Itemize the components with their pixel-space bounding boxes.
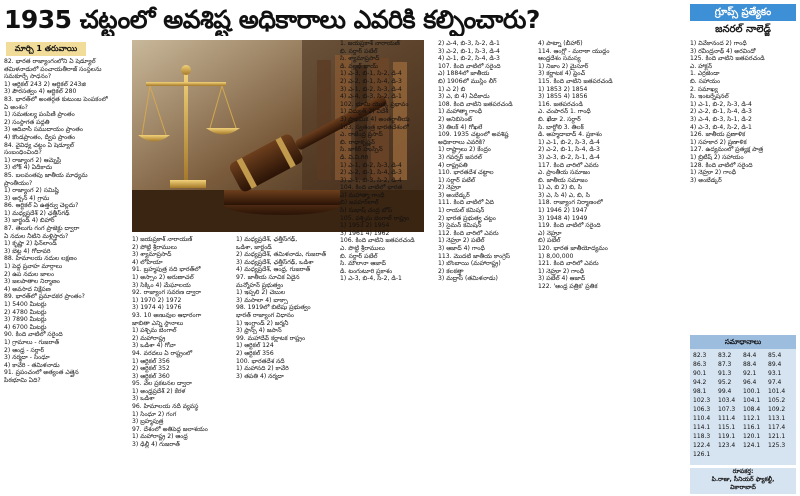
question-line: 3) ఢిల్లీ 4) గుజరాత్: [132, 441, 180, 449]
question-line: 104. కింది వాటిలో భారత: [340, 184, 403, 192]
credit-name: పి.రాజు, సీనియర్ ఫ్యాకల్టీ,: [711, 476, 775, 483]
question-line: 1) పశ్చిమ బెంగాల్: [132, 327, 177, 335]
question-line: ప్రాంతీయం?: [4, 179, 33, 187]
question-line: 4) ఎ-1, బి-2, సి-4, డి-3: [438, 55, 500, 63]
question-line: 4) కొండప్రాంతం, ద్వీప ప్రాంతం: [4, 133, 76, 141]
credit-place: వికారాబాద్: [730, 484, 756, 491]
question-line: 1) కృష్ణా 2) ఫిన్‌లాండ్: [4, 240, 57, 248]
answer-cell: 93.1: [768, 370, 782, 377]
question-line: 4) 6700 మీటర్లు: [4, 323, 47, 331]
question-line: 3) అర్బన్ 4) గ్రామ: [4, 194, 50, 202]
question-line: సి) సుభాష్ చంద్ర బోస్: [340, 207, 393, 215]
answer-cell: 104.1: [743, 397, 761, 404]
answer-cell: 119.1: [718, 433, 736, 440]
question-line: ఎ) నెహ్రూ: [538, 229, 562, 237]
question-line: 3) జలపాతాల నిర్మాణం: [4, 278, 60, 286]
question-line: 128. కింది వాటిలో సరైంది: [690, 161, 753, 169]
question-line: 3) ఎ, బి 4) ఏదీకాదు: [438, 93, 490, 101]
question-column-1: [4, 58, 128, 494]
question-line: ఎ) 1884లో జాతీయ: [438, 70, 490, 78]
question-line: 1) 1853 2) 1854: [538, 85, 588, 93]
answer-cell: 83.2: [718, 352, 732, 359]
question-line: 117. కింది వారిలో ఎవరు: [538, 161, 599, 169]
question-line: 1) సమతుల్య పంపిణీ ప్రాంతం: [4, 111, 75, 119]
question-line: 3) ఆదివాసీ సముదాయం ప్రాంతం: [4, 126, 83, 134]
question-column-7: [690, 40, 796, 332]
question-line: 1) ఎ-1, బి-2, సి-3, డి-4: [340, 161, 402, 169]
question-line: 94. వరదలు ఏ రాష్ట్రంలో: [132, 349, 193, 357]
answer-cell: 107.3: [718, 406, 736, 413]
question-line: 105. పశ్చిమ బెంగాల్ రాష్ట్రం: [340, 214, 410, 222]
question-line: బి) పటేల్: [538, 237, 561, 245]
question-line: 2) ఎ-2, బి-1, సి-4, డి-3: [340, 77, 402, 85]
question-line: 109. 1935 చట్టంలో అవశిష్ట: [438, 131, 509, 139]
question-line: సమకూర్చే సాధనం?: [4, 73, 52, 81]
question-line: 2) పోట్టి శ్రీరాములు: [132, 243, 177, 251]
answer-cell: 85.4: [768, 352, 782, 359]
question-line: 3) ఎ-4, బి-3, సి-1, డి-2: [690, 115, 752, 123]
question-line: ఎ. హాక్టన్: [690, 62, 713, 70]
question-line: 3) తిలక్ 4) గోఖలే: [438, 123, 483, 131]
question-line: 1) మహాత్మా గాంధీ: [438, 108, 483, 116]
question-line: 3) పటేల్ 4) ఆజాద్: [538, 275, 586, 283]
question-column-4: [340, 40, 434, 494]
question-line: 88. హిమాలయ నదుల లక్షణం: [4, 255, 77, 263]
answer-cell: 94.2: [693, 379, 707, 386]
question-line: ఆంధ్రదేశం సమస్య: [538, 55, 581, 63]
question-line: 1) మధ్యప్రదేశ్, ఛత్తీస్‌గఢ్,: [236, 236, 298, 243]
question-line: ఎ. ప్రాంతీయ సమాజం: [538, 169, 591, 177]
question-line: 2) మధ్యప్రదేశ్, తమిళనాడు, గుజరాత్: [236, 251, 327, 259]
question-line: 1) జయప్రకాశ్ నారాయణ్: [132, 236, 193, 243]
question-line: 1. జయప్రకాశ్ నారాయణ్: [340, 40, 400, 47]
question-line: 1) మహానది 2) కావేరి: [236, 365, 289, 373]
question-line: 1) రాజ్యాంగ 2) సమిష్టి: [4, 187, 59, 195]
question-line: 122. 'ఆంధ్ర పత్రిక' ప్రతిక: [538, 283, 598, 290]
answer-cell: 90.1: [693, 370, 707, 377]
author-credit: [690, 468, 796, 494]
question-column-3: [236, 236, 336, 494]
question-line: 1) ఎ-3, బి-4, సి-2, డి-1: [340, 275, 402, 283]
question-line: 112. కింది వారిలో ఎవరు: [438, 229, 499, 237]
question-line: 4) రాష్ట్రపతి: [438, 161, 468, 169]
subject-label: జనరల్ నాలెడ్జ్: [715, 24, 771, 35]
question-line: 2) ఆర్టికల్ 352: [132, 365, 170, 373]
question-line: డి. టంగుటూరి ప్రకాశం: [340, 267, 393, 275]
question-line: 3) ఎ-1, బి-3, సి-2, డి-4: [340, 176, 402, 184]
question-line: 1. ఎర్రజెండా: [690, 70, 720, 78]
question-line: 103. స్వతంత్ర భారతదేశంలో: [340, 123, 409, 131]
question-line: 1) నెహ్రూ 2) పటేల్: [438, 237, 485, 245]
question-line: 3) బెట్ట 4) గోదావరి: [4, 247, 51, 255]
answer-cell: 115.1: [718, 424, 736, 431]
question-line: బి. రాధాకృష్ణన్: [340, 138, 375, 146]
question-line: ఎ) మహాత్మా గాంధీ: [340, 191, 385, 199]
series-badge: గ్రూప్స్ ప్రత్యేకం: [690, 4, 796, 21]
question-line: 86. ఆర్టికల్ ఏ ఉత్తర్వు చెల్లదు?: [4, 202, 79, 210]
question-line: 3) కర్ణాటక 4) ఫ్రెంచ్: [538, 70, 586, 78]
question-line: 2) ఎ-2, బి-1, సి-4, డి-3: [340, 169, 402, 177]
question-line: 1) ఆర్టికల్ 243 2) ఆర్టికల్ 243జి: [4, 80, 86, 88]
question-line: 3) సైమన్ కమిషన్: [438, 222, 482, 230]
question-line: 89. భారత్‌లో ప్రమాదకర ప్రాంతం?: [4, 293, 85, 301]
question-line: 3) నర్మదా - సింధూ: [4, 354, 50, 362]
question-line: 3) లోక్ 4) ఏదీకాదు: [4, 164, 53, 172]
answer-cell: 86.3: [693, 361, 707, 368]
answer-cell: 109.2: [768, 406, 786, 413]
question-line: 1) వివేకానంద 2) గాంధీ: [690, 40, 747, 47]
question-line: 1) పెద్ద ప్రవాహ మార్గాలు: [4, 263, 63, 271]
question-line: 3) 1855 4) 1856: [538, 93, 588, 101]
question-line: 125. కింది వాటిని జతపరచండి: [690, 55, 765, 63]
question-column-5: [438, 40, 534, 494]
question-line: 92. రాజ్యాంగ సవరణ ద్వారా: [132, 289, 201, 297]
question-line: 4) కావేరి - తమిళనాడు: [4, 361, 60, 369]
question-line: 85. బలవంతపు జాతీయ మాధ్యమ: [4, 171, 88, 179]
question-line: సి. శ్యామాప్రసాద్: [340, 55, 380, 63]
answer-cell: 92.1: [743, 370, 757, 377]
question-line: 113. మొదటి జాతీయ కాంగ్రెస్: [438, 252, 511, 260]
question-line: 96. హిమాలయ నదీ వ్యవస్థ: [132, 403, 199, 411]
question-line: 4) ఎ-3, బి-4, సి-2, డి-1: [690, 123, 752, 131]
question-line: 2) అనిబిసెంట్: [438, 115, 473, 123]
credit-label: రూపకర్త:: [732, 468, 754, 475]
question-line: 1) రాష్ట్రాలు 2) కేంద్రం: [438, 146, 491, 154]
question-line: జాబితా ఎన్ని స్థానాలు: [132, 319, 184, 327]
question-line: 87. తెలుగు గంగ ప్రాజెక్టు ద్వారా: [4, 225, 80, 233]
question-line: 2) సంస్థాగత పద్ధతి: [4, 118, 50, 126]
question-line: 1) రాయల్ కమిషన్: [438, 207, 485, 215]
question-line: 2) మహారాష్ట్ర: [132, 334, 166, 342]
answer-cell: 126.1: [693, 451, 711, 458]
question-line: బి. సర్దార్ పటేల్: [340, 252, 378, 260]
question-column-2: [132, 236, 232, 494]
question-line: 91. ప్రపంచంలో అత్యంత ఎత్తైన: [4, 369, 79, 377]
question-line: 3) ఒడిశా 4) గోవా: [132, 342, 176, 350]
question-line: డి. వల్లభ్ భాయ్: [340, 62, 378, 70]
question-line: ఎ. రాజేంద్ర ప్రసాద్: [340, 131, 383, 139]
question-line: 3) ఎ-1, బి-2, సి-3, డి-4: [340, 85, 402, 93]
question-line: 1) బొంబాయి (మహారాష్ట్ర): [438, 260, 501, 268]
answer-cell: 100.1: [743, 388, 761, 395]
answers-title: సమాధానాలు: [690, 335, 796, 349]
question-line: 1) ఎ-3, బి-1, సి-2, డి-4: [340, 70, 402, 78]
answer-cell: 82.3: [693, 352, 707, 359]
question-line: 83. భారత్‌లో అంతర్గత కుటుంబ పెంపకంలో: [4, 95, 108, 103]
question-line: 1) ఎ-1, బి-2, సి-3, డి-4: [538, 138, 600, 146]
question-line: 98. 1919లో బిటిషు ప్రభుత్వం: [236, 304, 311, 312]
question-line: 3) శ్యామాప్రసాద్: [132, 251, 172, 259]
question-line: భారత్ రాజ్యాంగ విధానం: [236, 311, 294, 319]
page-title: 1935 చట్టంలో అవశిష్ట అధికారాలు ఎవరికి కల్పించారు?: [4, 5, 540, 34]
question-line: 1) ఇప్పలి 2) చెబుల: [236, 289, 286, 297]
question-line: 1) 1946 2) 1947: [538, 207, 588, 215]
question-line: 3) ఒడిశా: [132, 395, 155, 403]
question-line: 3) ఫ్రాన్స్ 4) జపాన్: [236, 327, 282, 335]
question-line: 3) 1974 4) 1976: [132, 304, 182, 312]
question-line: ఎ. చంపారన్ 1. గాంధీ: [538, 108, 591, 116]
question-line: 97. జాతీయ సూచిక ఏదైన: [236, 273, 300, 281]
question-line: 3) ప్రాథమిక 4) అంతర్జాతీయ: [340, 115, 410, 123]
question-line: 3) పౌరసత్వం 4) ఆర్టికల్ 280: [4, 88, 77, 96]
answer-cell: 116.1: [743, 424, 761, 431]
question-line: సి. మౌలానా ఆజాద్: [340, 260, 386, 268]
question-line: బి. సహాయం: [690, 77, 721, 85]
question-line: 2) ఉప నదుల జాలం: [4, 270, 55, 278]
question-line: 84. వైవిధ్య చట్టం ఏ షెడ్యూల్: [4, 141, 74, 149]
answer-cell: 120.1: [743, 433, 761, 440]
answer-cell: 112.1: [743, 415, 761, 422]
question-line: 1) 1953 2) 1954: [340, 222, 390, 230]
question-line: 3) గవర్నర్ జనరల్: [438, 153, 482, 161]
question-line: 116. జతపరచండి: [538, 100, 583, 108]
question-line: 4) పాట్నా (బీహార్): [538, 40, 583, 47]
question-line: 97. దేశంలో అతిపెద్ద జలాశయం: [132, 425, 208, 433]
question-line: 3) రవీంద్రనాథ్ 4) అరవిందో: [690, 47, 756, 55]
answers-box: [690, 335, 796, 465]
question-line: 90. కింది వాటిలో సరైంది: [4, 331, 63, 339]
question-line: తమిళనాడులో పంచాయతీరాజ్ సంస్థలను: [4, 65, 102, 73]
question-line: 1) సర్దార్ పటేల్: [438, 176, 476, 184]
question-line: 3) మధ్యప్రదేశ్, ఛత్తీస్‌గఢ్, ఒడిశా: [236, 258, 314, 266]
question-line: 1) ఆర్టికల్ 124: [236, 342, 274, 350]
answer-cell: 98.1: [693, 388, 707, 395]
question-line: 110. భారతదేశ చట్టాల: [438, 169, 494, 177]
answer-cell: 121.1: [768, 433, 786, 440]
question-line: 126. జాతీయ ప్రణాళిక: [690, 131, 746, 139]
question-line: 3) బ్రహ్మపుత్ర: [132, 418, 164, 426]
question-line: 108. కింది వాటిని జతపరచండి: [438, 100, 513, 108]
question-line: 1) గ్రామాలు - గుజరాత్: [4, 338, 60, 346]
question-line: 99. మహాదేవ్ కర్ణాటక రాష్ట్రం: [236, 334, 306, 342]
question-line: 1) నిజాం 2) మైసూర్: [538, 62, 589, 70]
answer-cell: 101.4: [768, 388, 786, 395]
answer-cell: 108.4: [743, 406, 761, 413]
answer-cell: 111.4: [718, 415, 736, 422]
question-line: 115. కింది వాటిని జతపరచండి: [538, 77, 613, 85]
answer-cell: 97.4: [768, 379, 782, 386]
question-line: 1) నెహ్రూ 2) గాంధీ: [538, 267, 585, 275]
question-line: 120. భారత జాతీయోద్యమం: [538, 245, 608, 253]
question-line: 3) అంబేడ్కర్: [438, 191, 470, 199]
answer-cell: 110.4: [693, 415, 711, 422]
question-line: బి) 1906లో ముస్లిం లీగ్: [438, 77, 497, 85]
question-line: 3) తపతి 4) నర్మదా: [236, 372, 284, 380]
question-line: 3) ఎ-3, బి-2, సి-1, డి-4: [538, 153, 600, 161]
question-line: 1) రాజ్యాంగ 2) ఆమ్నెస్టీ: [4, 156, 62, 164]
question-line: 2) భారత ప్రభుత్వ చట్టం: [438, 214, 496, 222]
question-line: 127. ఉద్యమంలో ప్రత్యక్ష పాత్ర: [690, 146, 764, 154]
question-line: 95. వేల ప్రకటనల ద్వారా: [132, 380, 192, 388]
question-line: 2) కలకత్తా: [438, 267, 464, 275]
question-line: 3) 1948 4) 1949: [538, 214, 588, 222]
answer-cell: 124.1: [743, 442, 761, 449]
question-line: 3) ఆర్టికల్ 360: [132, 372, 170, 380]
question-line: 2) ఆంధ్ర - సర్దార్: [4, 346, 45, 354]
question-line: 3) 7890 మీటర్లు: [4, 316, 47, 324]
answer-cell: 84.4: [743, 352, 757, 359]
question-line: 100. భారతదేశ నదీ: [236, 357, 285, 365]
answer-cell: 123.4: [718, 442, 736, 449]
answer-cell: 114.1: [693, 424, 711, 431]
answer-cell: 102.3: [693, 397, 711, 404]
question-line: 111. కింది వాటిలో ఏది: [438, 199, 494, 207]
question-line: 4) అవసాద నిక్షేపణ: [4, 285, 51, 293]
question-line: 1) అస్సాం 2) అరుణాచల్: [132, 273, 194, 281]
question-line: 2. సమాఖ్య: [690, 85, 718, 93]
question-line: డి. వి.వి.గిరి: [340, 153, 369, 161]
question-line: 4) ఎ-4, బి-3, సి-2, డి-1: [340, 93, 402, 101]
question-line: 1) బ్రిటీష్ 2) సహాయం: [690, 153, 744, 161]
question-line: 3) జార్ఖండ్ 4) బిహార్: [4, 217, 55, 225]
question-line: 93. 10 అణువుల ఆధారంగా: [132, 311, 202, 319]
question-line: పీఠభూమి ఏది?: [4, 376, 41, 384]
question-line: 2) ఎ-2, బి-1, సి-4, డి-3: [538, 146, 600, 154]
answer-cell: 95.2: [718, 379, 732, 386]
question-line: 107. కింది వాటిలో సరైంది: [438, 62, 501, 70]
question-line: అధికారాలు ఎవరికి?: [438, 138, 486, 146]
answer-cell: 118.3: [693, 433, 711, 440]
question-line: బి. సర్దార్ పటేల్: [340, 47, 378, 55]
question-line: బి) జవహర్‌లాల్: [340, 199, 379, 207]
question-line: సి. ఇంటర్నేషనల్: [690, 93, 729, 101]
answer-cell: 89.4: [768, 361, 782, 368]
question-line: 2) ఆర్టికల్ 356: [236, 349, 274, 357]
question-line: 91. బ్రహ్మపుత్ర నది భారత్‌లో: [132, 266, 201, 274]
question-line: ఎ. పొట్టి శ్రీరాములు: [340, 245, 385, 253]
answer-cell: 96.4: [743, 379, 757, 386]
answer-cell: 88.4: [743, 361, 757, 368]
answer-cell: 122.4: [693, 442, 711, 449]
question-line: ఏ నదుల నీటిని మళ్లిస్తారు?: [4, 232, 69, 240]
answer-cell: 103.4: [718, 397, 736, 404]
question-line: 1) నెహ్రూ 2) గాంధీ: [690, 169, 737, 177]
question-line: 1) విద్యుత్ 2) విదేశీ: [340, 108, 389, 116]
question-line: 1) 5400 మీటర్లు: [4, 301, 47, 308]
question-line: 82. భారత రాజ్యాంగంలోని ఏ షెడ్యూల్: [4, 58, 96, 65]
question-line: ఒడిశా, జార్ఖండ్: [236, 243, 272, 251]
question-line: 3) అంబేడ్కర్: [690, 176, 722, 184]
question-line: 1) మహారాష్ట్ర 2) ఆంధ్ర: [132, 433, 188, 441]
question-line: 118. రాజ్యాంగ నిర్మాణంలో: [538, 199, 603, 207]
question-line: 3) ఎ, సి 4) ఎ, బి, సి: [538, 191, 590, 199]
question-line: 4) మధ్యప్రదేశ్, ఆంధ్ర, గుజరాత్: [236, 266, 311, 274]
continuation-tag: మార్చి 1 తరువాయి: [6, 42, 86, 56]
question-line: 3) 1961 4) 1962: [340, 229, 390, 237]
question-line: సి. బార్డోలి 3. తిలక్: [538, 123, 584, 131]
question-line: 1) 8,00,000: [538, 252, 574, 260]
answer-cell: 105.2: [768, 397, 786, 404]
question-line: మన్మోహన్ ప్రభుత్వం: [236, 281, 284, 289]
question-line: 119. కింది వాటిలో సరైంది: [538, 222, 601, 230]
question-line: 1) ఎ 2) బి: [438, 85, 466, 93]
answer-cell: 91.3: [718, 370, 732, 377]
question-line: 1) సింధూ 2) గంగ: [132, 410, 177, 418]
question-line: 121. కింది వారిలో ఎవరు: [538, 260, 599, 268]
answer-cell: 125.3: [768, 442, 786, 449]
question-line: బి. జాతీయ సమాజం: [538, 176, 588, 184]
answer-cell: 106.3: [693, 406, 711, 413]
question-line: సి. జాకిర్ హుస్సేన్: [340, 146, 383, 154]
question-line: 4) లోహియా: [132, 258, 163, 266]
question-line: 1) మధ్యప్రదేశ్ 2) ఛత్తీస్‌గఢ్: [4, 209, 70, 217]
question-line: 1) సహకార 2) ప్రణాళిక: [690, 138, 747, 146]
question-line: డి. అహ్మదాబాద్ 4. ప్రకాశం: [538, 131, 602, 139]
question-line: 1) ఆర్టికల్ 356: [132, 357, 170, 365]
question-line: 1) ఎ, బి 2) బి, సి: [538, 184, 583, 192]
question-column-6: [538, 40, 634, 494]
question-line: 2) 4780 మీటర్లు: [4, 308, 47, 316]
answer-cell: 113.1: [768, 415, 786, 422]
question-line: 3) సిక్కిం 4) మేఘాలయ: [132, 281, 191, 289]
question-line: 102. భూమి యొక్క ప్రభావం: [340, 100, 409, 108]
question-line: 1) అంధ్రప్రదేశ్ 2) కేరళ: [132, 387, 186, 395]
question-line: 1) 1970 2) 1972: [132, 296, 182, 304]
question-line: 3) ఎ-2, బి-1, సి-3, డి-4: [438, 47, 500, 55]
answer-cell: 99.4: [718, 388, 732, 395]
question-line: 106. కింది వాటిని జతపరచండి: [340, 237, 415, 245]
question-line: 3) ఆజాద్ 4) గాంధీ: [438, 245, 485, 253]
question-line: సంబంధించింది?: [4, 149, 42, 157]
question-line: 3) మద్రాస్ (తమిళనాడు): [438, 275, 498, 283]
question-line: బి. ఖేడా 2. సర్దార్: [538, 115, 581, 123]
answers-grid: [690, 349, 796, 461]
question-line: 2) నెహ్రూ: [438, 184, 461, 192]
question-line: 1) ఎ-1, బి-2, సి-3, డి-4: [690, 100, 752, 108]
answer-cell: 117.4: [768, 424, 786, 431]
question-line: 2) ఎ-4, బి-3, సి-2, డి-1: [438, 40, 500, 47]
question-line: 1) ఇంగ్లాండ్ 2) జర్మనీ: [236, 319, 289, 327]
question-line: 3) మసాలా 4) బాక్సా: [236, 296, 288, 304]
question-line: 2) ఎ-2, బి-1, సి-4, డి-3: [690, 108, 752, 116]
answer-cell: 87.3: [718, 361, 732, 368]
question-line: 114. ఆంగ్లో - మరాఠా యుద్ధం: [538, 47, 610, 55]
question-line: ఏ అంశం?: [4, 103, 28, 111]
